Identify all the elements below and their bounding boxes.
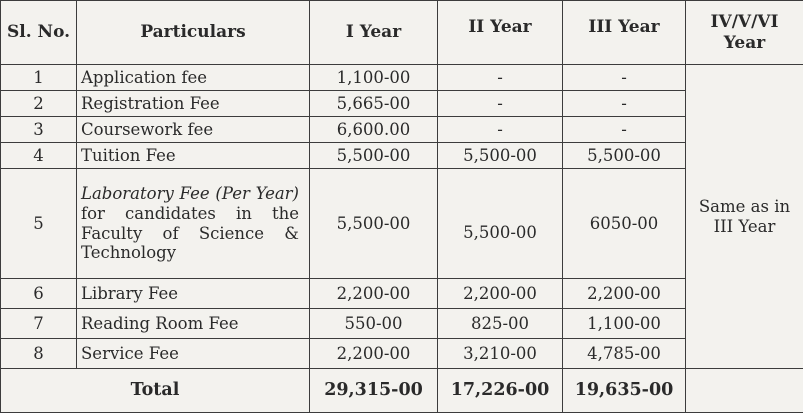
table-row xyxy=(1,169,803,279)
row-year-3-value: 1,100-00 xyxy=(563,309,686,339)
row-sl-no: 8 xyxy=(1,339,77,369)
row-year-1-value: 5,665-00 xyxy=(310,91,438,117)
row-year-3-value: - xyxy=(563,65,686,91)
row-sl-no: 2 xyxy=(1,91,77,117)
row-year-1-value: 5,500-00 xyxy=(310,169,438,279)
row-year-2-value: - xyxy=(438,65,563,91)
row-year-1-value: 5,500-00 xyxy=(310,143,438,169)
table-row xyxy=(1,65,803,91)
row-particular: Tuition Fee xyxy=(77,143,310,169)
row-sl-no: 4 xyxy=(1,143,77,169)
table-row xyxy=(1,117,803,143)
total-year-2: 17,226-00 xyxy=(438,369,563,413)
row-year-3-value: - xyxy=(563,91,686,117)
row-year-1-value: 550-00 xyxy=(310,309,438,339)
row-year-3-value: 4,785-00 xyxy=(563,339,686,369)
row-sl-no: 6 xyxy=(1,279,77,309)
total-later-years-empty xyxy=(686,369,803,413)
row-sl-no: 7 xyxy=(1,309,77,339)
total-row xyxy=(1,369,803,413)
total-label: Total xyxy=(1,369,310,413)
row-year-2-value: - xyxy=(438,117,563,143)
row-year-2-value: 3,210-00 xyxy=(438,339,563,369)
row-sl-no: 5 xyxy=(1,169,77,279)
row-year-1-value: 2,200-00 xyxy=(310,279,438,309)
table-row xyxy=(1,143,803,169)
row-year-1-value: 6,600.00 xyxy=(310,117,438,143)
header-year-4-6 xyxy=(686,1,803,65)
row-particular: Application fee xyxy=(77,65,310,91)
row-particular: Reading Room Fee xyxy=(77,309,310,339)
header-year-4-6-line1: IV/V/VI xyxy=(710,12,779,33)
row-year-2-value: 825-00 xyxy=(438,309,563,339)
total-year-3: 19,635-00 xyxy=(563,369,686,413)
row-year-3-value: - xyxy=(563,117,686,143)
row-year-2-value: 5,500-00 xyxy=(438,169,563,279)
row-year-3-value: 6050-00 xyxy=(563,169,686,279)
row-year-1-value: 2,200-00 xyxy=(310,339,438,369)
row-year-2-value: 5,500-00 xyxy=(438,143,563,169)
row-particular: Coursework fee xyxy=(77,117,310,143)
row-year-2-value: 2,200-00 xyxy=(438,279,563,309)
header-row xyxy=(1,1,803,65)
later-years-note-line1: Same as in xyxy=(698,197,791,216)
row-sl-no: 3 xyxy=(1,117,77,143)
header-year-3: III Year xyxy=(563,1,686,65)
table-row xyxy=(1,91,803,117)
header-year-1: I Year xyxy=(310,1,438,65)
row-particular-rest: for candidates in the Faculty of Science & Technology xyxy=(81,203,299,263)
table-row xyxy=(1,279,803,309)
later-years-note xyxy=(686,65,803,369)
header-particulars: Particulars xyxy=(77,1,310,65)
total-year-1: 29,315-00 xyxy=(310,369,438,413)
table-row xyxy=(1,309,803,339)
row-year-2-value: - xyxy=(438,91,563,117)
later-years-note-line2: III Year xyxy=(713,216,776,236)
header-year-2: II Year xyxy=(438,1,563,65)
row-particular-italic: Laboratory Fee (Per Year) xyxy=(81,183,299,203)
table-row xyxy=(1,339,803,369)
row-year-3-value: 2,200-00 xyxy=(563,279,686,309)
row-particular: Library Fee xyxy=(77,279,310,309)
row-year-3-value: 5,500-00 xyxy=(563,143,686,169)
row-particular: Service Fee xyxy=(77,339,310,369)
row-year-1-value: 1,100-00 xyxy=(310,65,438,91)
header-year-4-6-line2: Year xyxy=(723,32,766,53)
row-particular xyxy=(77,169,310,279)
header-sl-no: Sl. No. xyxy=(1,1,77,65)
row-sl-no: 1 xyxy=(1,65,77,91)
row-particular: Registration Fee xyxy=(77,91,310,117)
